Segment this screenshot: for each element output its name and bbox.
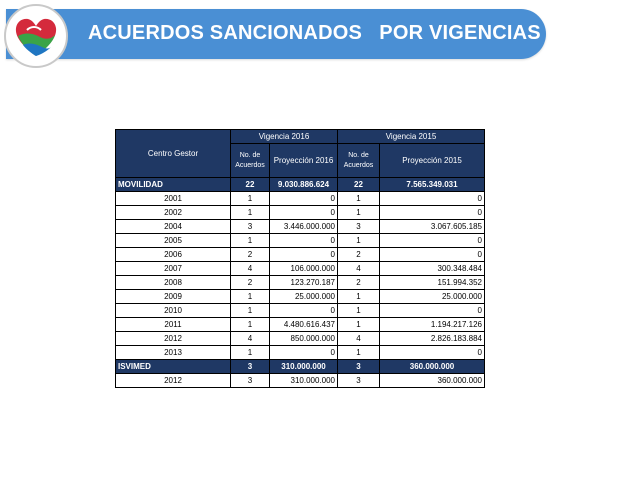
title-banner (6, 9, 546, 59)
cell-year: 2012 (116, 374, 231, 388)
cell-year: 2006 (116, 248, 231, 262)
cell-p2016: 3.446.000.000 (270, 220, 338, 234)
header-no-acuerdos-line1: No. de (348, 151, 369, 159)
group-p2016: 9.030.886.624 (270, 178, 338, 192)
cell-p2016: 25.000.000 (270, 290, 338, 304)
group-p2015: 360.000.000 (380, 360, 485, 374)
header-no-acuerdos-2015 (338, 144, 380, 178)
group-n2016: 22 (231, 178, 270, 192)
cell-n2016: 1 (231, 290, 270, 304)
cell-p2016: 0 (270, 248, 338, 262)
header-proyeccion-2015: Proyección 2015 (380, 144, 485, 178)
table-row (116, 318, 485, 332)
page-title: ACUERDOS SANCIONADOS POR VIGENCIAS (88, 22, 541, 44)
cell-p2015: 0 (380, 346, 485, 360)
header-centro-gestor: Centro Gestor (116, 130, 231, 178)
cell-n2016: 2 (231, 248, 270, 262)
cell-n2015: 1 (338, 318, 380, 332)
header-no-acuerdos-2016 (231, 144, 270, 178)
table-row (116, 276, 485, 290)
cell-p2015: 0 (380, 206, 485, 220)
cell-year: 2012 (116, 332, 231, 346)
cell-n2016: 3 (231, 374, 270, 388)
cell-n2016: 1 (231, 192, 270, 206)
cell-n2015: 1 (338, 234, 380, 248)
cell-p2016: 850.000.000 (270, 332, 338, 346)
cell-p2015: 1.194.217.126 (380, 318, 485, 332)
table-row (116, 304, 485, 318)
cell-year: 2007 (116, 262, 231, 276)
cell-n2016: 3 (231, 220, 270, 234)
cell-p2016: 0 (270, 206, 338, 220)
heart-logo-icon (13, 14, 59, 60)
cell-n2015: 1 (338, 346, 380, 360)
cell-year: 2002 (116, 206, 231, 220)
cell-year: 2013 (116, 346, 231, 360)
cell-year: 2005 (116, 234, 231, 248)
cell-n2016: 1 (231, 304, 270, 318)
table-row (116, 290, 485, 304)
cell-year: 2010 (116, 304, 231, 318)
group-p2015: 7.565.349.031 (380, 178, 485, 192)
table-row (116, 234, 485, 248)
cell-n2016: 1 (231, 346, 270, 360)
cell-p2015: 3.067.605.185 (380, 220, 485, 234)
header-no-acuerdos-line2: Acuerdos (235, 161, 265, 169)
cell-p2015: 0 (380, 192, 485, 206)
cell-year: 2001 (116, 192, 231, 206)
table-row (116, 192, 485, 206)
table-row (116, 374, 485, 388)
cell-p2016: 4.480.616.437 (270, 318, 338, 332)
cell-p2015: 2.826.183.884 (380, 332, 485, 346)
cell-year: 2009 (116, 290, 231, 304)
cell-n2015: 2 (338, 248, 380, 262)
cell-n2016: 2 (231, 276, 270, 290)
cell-n2015: 1 (338, 304, 380, 318)
group-name: MOVILIDAD (116, 178, 231, 192)
cell-n2015: 1 (338, 192, 380, 206)
cell-p2015: 0 (380, 234, 485, 248)
cell-n2015: 1 (338, 290, 380, 304)
cell-p2016: 0 (270, 346, 338, 360)
cell-p2015: 360.000.000 (380, 374, 485, 388)
cell-year: 2008 (116, 276, 231, 290)
cell-p2015: 151.994.352 (380, 276, 485, 290)
cell-n2016: 4 (231, 332, 270, 346)
cell-p2015: 25.000.000 (380, 290, 485, 304)
cell-p2016: 106.000.000 (270, 262, 338, 276)
header-vigencia-2015: Vigencia 2015 (338, 130, 485, 144)
table-row (116, 248, 485, 262)
cell-n2016: 1 (231, 318, 270, 332)
cell-n2015: 2 (338, 276, 380, 290)
cell-n2015: 4 (338, 332, 380, 346)
cell-year: 2011 (116, 318, 231, 332)
table-row (116, 262, 485, 276)
cell-p2016: 310.000.000 (270, 374, 338, 388)
cell-p2015: 300.348.484 (380, 262, 485, 276)
header-vigencia-2016: Vigencia 2016 (231, 130, 338, 144)
header-no-acuerdos-line1: No. de (239, 151, 261, 159)
table-row (116, 346, 485, 360)
group-n2015: 3 (338, 360, 380, 374)
cell-p2016: 0 (270, 192, 338, 206)
cell-n2016: 1 (231, 206, 270, 220)
header-proyeccion-2016: Proyección 2016 (270, 144, 338, 178)
cell-p2015: 0 (380, 248, 485, 262)
cell-year: 2004 (116, 220, 231, 234)
table-row (116, 220, 485, 234)
cell-n2015: 3 (338, 220, 380, 234)
logo (4, 4, 68, 68)
table-row (116, 332, 485, 346)
header-no-acuerdos-line2: Acuerdos (343, 161, 374, 169)
cell-n2015: 1 (338, 206, 380, 220)
group-n2016: 3 (231, 360, 270, 374)
group-n2015: 22 (338, 178, 380, 192)
table-row (116, 206, 485, 220)
acuerdos-table (115, 129, 485, 388)
cell-p2016: 123.270.187 (270, 276, 338, 290)
cell-p2016: 0 (270, 304, 338, 318)
cell-n2016: 4 (231, 262, 270, 276)
cell-n2015: 3 (338, 374, 380, 388)
cell-n2015: 4 (338, 262, 380, 276)
group-row-isvimed (116, 360, 485, 374)
group-row-movilidad (116, 178, 485, 192)
cell-p2016: 0 (270, 234, 338, 248)
cell-p2015: 0 (380, 304, 485, 318)
group-p2016: 310.000.000 (270, 360, 338, 374)
group-name: ISVIMED (116, 360, 231, 374)
cell-n2016: 1 (231, 234, 270, 248)
